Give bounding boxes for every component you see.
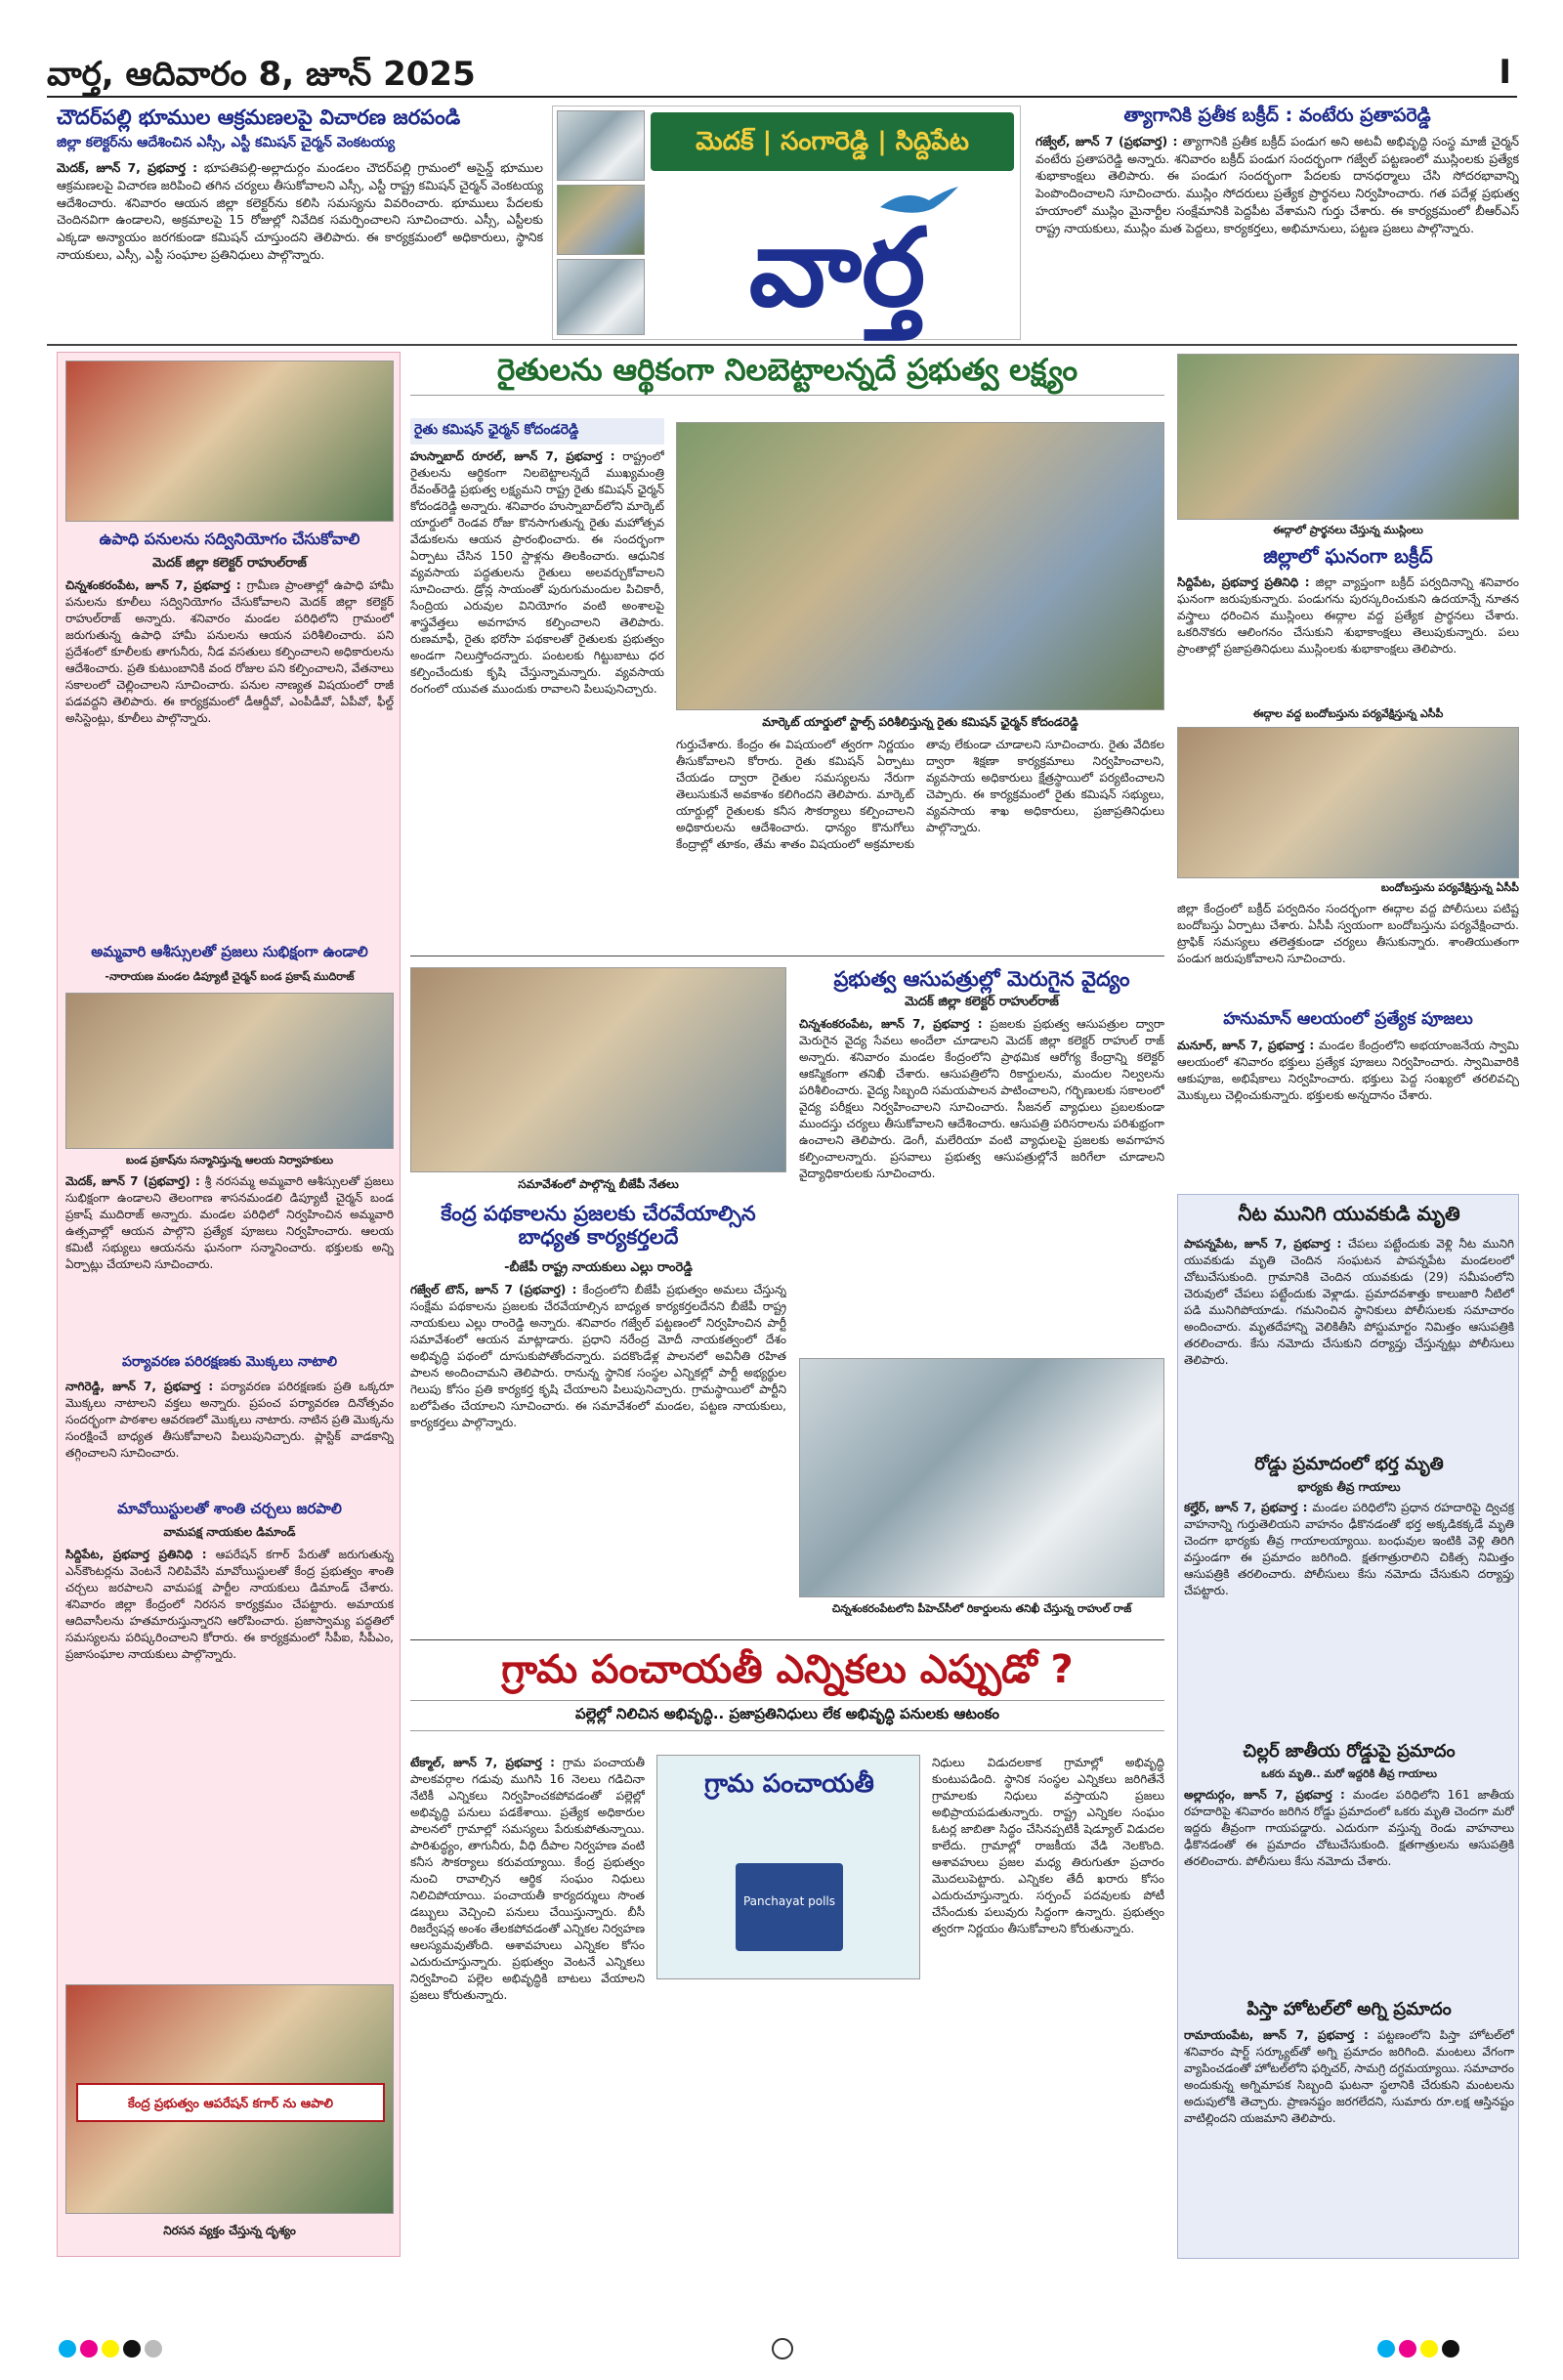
story-headline: రోడ్డు ప్రమాదంలో భర్త మృతి bbox=[1254, 1454, 1444, 1474]
eidgah-photo bbox=[1177, 354, 1519, 520]
dateline: మనూర్, జూన్ 7, ప్రభవార్త : bbox=[1177, 1039, 1315, 1052]
story-headline: జిల్లాలో ఘనంగా బక్రీద్ bbox=[1263, 544, 1433, 568]
print-registration-marks-left bbox=[59, 2340, 254, 2363]
story-body bbox=[65, 1547, 394, 1976]
story-headline: మావోయిస్టులతో శాంతి చర్చలు జరపాలి bbox=[117, 1500, 342, 1517]
photo-caption: ఈద్గాలో ప్రార్థనలు చేస్తున్న ముస్లింలు bbox=[1273, 524, 1423, 536]
story-body bbox=[65, 577, 394, 939]
body-text: మండల కేంద్రంలోని అభయాంజనేయ స్వామి ఆలయంలో శనివారం భక్తులు ప్రత్యేక పూజలు నిర్వహించారు. స్వామివారికి ఆకుపూజ, అభిషేకాలు నిర్వహించారు. భక్తులు పెద్ద సంఖ్యలో తరలివచ్చి మొక్కులు చెల్లించుకున్నారు. భక్తులకు అన్నదానం చేశారు. bbox=[1177, 1039, 1519, 1103]
dateline: సిద్దిపేట, ప్రభవార్త ప్రతినిధి : bbox=[65, 1548, 207, 1561]
left-photo-2 bbox=[65, 993, 394, 1149]
left-photo-3 bbox=[65, 1984, 394, 2214]
masthead-logo: వార్త bbox=[748, 204, 926, 330]
story-subhead: మెదక్ జిల్లా కలెక్టర్ రాహుల్‌రాజ్ bbox=[152, 556, 307, 571]
photo-caption: చిన్నశంకరంపేటలోని పీహెచ్‌సీలో రికార్డులను తనిఖీ చేస్తున్న రాహుల్ రాజ్ bbox=[831, 1602, 1132, 1615]
grey-dot-icon bbox=[145, 2340, 162, 2358]
protest-banner: కేంద్ర ప్రభుత్వం ఆపరేషన్ కగార్ ను ఆపాలి bbox=[76, 2083, 385, 2122]
cyan-dot-icon bbox=[1377, 2340, 1395, 2358]
page-header bbox=[47, 49, 1517, 98]
photo-caption: బండ ప్రకాష్‌ను సన్మానిస్తున్న ఆలయ నిర్వాహకులు bbox=[125, 1154, 334, 1167]
hospital-story bbox=[799, 967, 1164, 1632]
masthead-landmark-photo-2 bbox=[557, 185, 645, 255]
dateline: గజ్వేల్, జూన్ 7 (ప్రభవార్త) : bbox=[1035, 133, 1178, 149]
center-mid-photo bbox=[410, 967, 786, 1172]
graphic-label: గ్రామ పంచాయతీ bbox=[704, 1769, 874, 1799]
photo-caption: నిరసన వ్యక్తం చేస్తున్న దృశ్యం bbox=[163, 2224, 296, 2237]
story-body bbox=[65, 1173, 394, 1349]
story-headline: పిస్తా హోటల్‌లో అగ్ని ప్రమాదం bbox=[1246, 1999, 1452, 2019]
story-headline: త్యాగానికి ప్రతీక బక్రీద్ : వంటేరు ప్రతాపరెడ్డి bbox=[1123, 105, 1431, 126]
right-column bbox=[1177, 354, 1519, 2259]
photo-caption: బందోబస్తును పర్యవేక్షిస్తున్న ఏసీపీ bbox=[1380, 881, 1519, 894]
photo-caption: ఈద్గాల వద్ద బందోబస్తును పర్యవేక్షిస్తున్న ఎసీపీ bbox=[1252, 707, 1444, 720]
district-banner-text: మెదక్ | సంగారెడ్డి | సిద్దిపేట bbox=[696, 127, 969, 156]
center-top-story bbox=[410, 354, 1164, 950]
print-registration-marks-right bbox=[1377, 2340, 1534, 2363]
story-subhead: భార్యకు తీవ్ర గాయాలు bbox=[1297, 1480, 1401, 1494]
story-headline: నీట మునిగి యువకుడి మృతి bbox=[1238, 1202, 1460, 1225]
yellow-dot-icon bbox=[1420, 2340, 1438, 2358]
story-subhead: వామపక్ష నాయకుల డిమాండ్ bbox=[163, 1525, 296, 1539]
story-subhead: ఒకరు మృతి.. మరో ఇద్దరికి తీవ్ర గాయాలు bbox=[1261, 1767, 1437, 1780]
story-subhead: మెదక్ జిల్లా కలెక్టర్ రాహుల్‌రాజ్ bbox=[905, 995, 1059, 1010]
story-body bbox=[799, 1016, 1164, 1348]
body-text: జిల్లా వ్యాప్తంగా బక్రీద్ పర్వదినాన్ని శనివారం ఘనంగా జరుపుకున్నారు. పండుగను పురస్కరించుకుని ఉదయాన్నే నూతన వస్త్రాలు ధరించిన ముస్లింలు ఈద్గాల వద్ద ప్రత్యేక ప్రార్థనలు చేశారు. ఒకరినొకరు ఆలింగనం చేసుకుని శుభాకాంక్షలు తెలుపుకున్నారు. పలు ప్రాంతాల్లో ప్రజాప్రతినిధులు ముస్లింలకు శుభాకాంక్షలు తెలిపారు. bbox=[1177, 575, 1519, 657]
dateline: పాపన్నపేట, జూన్ 7, ప్రభవార్త : bbox=[1184, 1237, 1342, 1251]
story-headline: రైతులను ఆర్థికంగా నిలబెట్టాలన్నదే ప్రభుత్వ లక్ష్యం bbox=[410, 354, 1164, 396]
story-body bbox=[65, 1379, 394, 1496]
story-subhead: రైతు కమిషన్ ఛైర్మన్ కోదండరెడ్డి bbox=[410, 418, 664, 445]
dateline: మెదక్, జూన్ 7 (ప్రభవార్త) : bbox=[65, 1174, 200, 1188]
story-headline: హనుమాన్ ఆలయంలో ప్రత్యేక పూజలు bbox=[1223, 1009, 1473, 1029]
photo-caption: మార్కెట్ యార్డులో స్టాల్స్ పరిశీలిస్తున్న రైతు కమిషన్ ఛైర్మన్ కోదండరెడ్డి bbox=[762, 715, 1078, 729]
black-dot-icon bbox=[123, 2340, 141, 2358]
story-body bbox=[1184, 1787, 1514, 1992]
yellow-dot-icon bbox=[102, 2340, 119, 2358]
story-top-left bbox=[57, 106, 543, 340]
story-body-continued: గుర్తుచేశారు. కేంద్రం ఈ విషయంలో త్వరగా నిర్ణయం తీసుకోవాలని కోరారు. రైతు కమిషన్ ఏర్పాటు చేయడం ద్వారా రైతుల సమస్యలను నేరుగా తెలుసుకునే అవకాశం కలిగిందని తెలిపారు. మార్కెట్ యార్డుల్లో రైతులకు కనీస సౌకర్యాలు కల్పించాలని అధికారులను ఆదేశించారు. ధాన్యం కొనుగోలు కేంద్రాల్లో తూకం, తేమ శాతం విషయంలో అక్రమాలకు తావు లేకుండా చూడాలని సూచించారు. రైతు వేదికల ద్వారా శిక్షణా కార్యక్రమాలు నిర్వహించాలని, వ్యవసాయ అధికారులు క్షేత్రస్థాయిలో పర్యటించాలని చెప్పారు. ఈ కార్యక్రమంలో రైతు కమిషన్ సభ్యులు, వ్యవసాయ శాఖ అధికారులు, ప్రజాప్రతినిధులు పాల్గొన్నారు. bbox=[676, 738, 1164, 852]
story-subhead: -నారాయణ మండల డిప్యూటీ చైర్మన్ బండ ప్రకాష్ ముదిరాజ్ bbox=[105, 970, 355, 983]
story-top-right bbox=[1035, 106, 1519, 340]
dateline: నాగిరెడ్డి, జూన్ 7, ప్రభవార్త : bbox=[65, 1380, 214, 1393]
black-dot-icon bbox=[1442, 2340, 1459, 2358]
dateline: చిన్నశంకరంపేట, జూన్ 7, ప్రభవార్త : bbox=[799, 1017, 983, 1032]
center-top-photo bbox=[676, 422, 1164, 710]
body-text: చేపలు పట్టేందుకు వెళ్లి నీట మునిగి యువకుడు మృతి చెందిన సంఘటన పాపన్నపేట మండలంలో చోటుచేసుకుంది. గ్రామానికి చెందిన యువకుడు (29) సమీపంలోని చెరువులో చేపలు పట్టేందుకు వెళ్లాడు. ప్రమాదవశాత్తు కాలుజారి నీటిలో పడి మునిగిపోయాడు. గమనించిన స్థానికులు పోలీసులకు సమాచారం అందించారు. మృతదేహాన్ని వెలికితీసి పోస్టుమార్టం నిమిత్తం ఆసుపత్రికి తరలించారు. కేసు నమోదు చేసుకుని దర్యాప్తు చేస్తున్నట్లు పోలీసులు తెలిపారు. bbox=[1184, 1237, 1514, 1368]
story-body bbox=[1184, 1500, 1514, 1734]
dateline: గజ్వేల్ టౌన్, జూన్ 7 (ప్రభవార్త) : bbox=[410, 1283, 577, 1296]
story-headline: ఉపాధి పనులను సద్వినియోగం చేసుకోవాలి bbox=[99, 530, 360, 548]
story-headline: చిల్లర్ జాతీయ రోడ్డుపై ప్రమాదం bbox=[1243, 1741, 1456, 1762]
body-text: శ్రీ నరసమ్మ అమ్మవారి ఆశీస్సులతో ప్రజలు సుభిక్షంగా ఉండాలని తెలంగాణ శాసనమండలి డిప్యూటీ చైర్మన్ బండ ప్రకాష్ ముదిరాజ్ అన్నారు. మండల పరిధిలో నిర్వహించిన అమ్మవారి ఉత్సవాల్లో ఆయన పాల్గొని ప్రత్యేక పూజలు నిర్వహించారు. ఆలయ కమిటీ సభ్యులు ఆయనను ఘనంగా సన్మానించారు. భక్తులకు అన్ని ఏర్పాట్లు చేయాలని సూచించారు. bbox=[65, 1174, 394, 1272]
story-headline: పర్యావరణ పరిరక్షణకు మొక్కలు నాటాలి bbox=[122, 1354, 337, 1370]
story-body bbox=[1184, 1236, 1514, 1449]
masthead-landmark-photo-1 bbox=[557, 110, 645, 181]
dateline: రామాయంపేట, జూన్ 7, ప్రభవార్త : bbox=[1184, 2028, 1369, 2042]
news-briefs-box bbox=[1177, 1194, 1519, 2259]
district-banner bbox=[651, 112, 1014, 171]
story-body bbox=[1035, 133, 1519, 333]
cyan-dot-icon bbox=[59, 2340, 76, 2358]
page-number: I bbox=[1499, 53, 1511, 92]
body-text: ఆపరేషన్ కగార్ పేరుతో జరుగుతున్న ఎన్‌కౌంటర్లను వెంటనే నిలిపివేసి మావోయిస్టులతో కేంద్ర ప్రభుత్వం శాంతి చర్చలు జరపాలని వామపక్ష పార్టీల నాయకులు డిమాండ్ చేశారు. శనివారం జిల్లా కేంద్రంలో నిరసన కార్యక్రమం చేపట్టారు. అమాయక ఆదివాసీలను హతమారుస్తున్నారని ఆరోపించారు. ప్రజాస్వామ్య పద్ధతిలో సమస్యలను పరిష్కరించాలని కోరారు. ఈ కార్యక్రమంలో సీపీఐ, సీపీఎం, ప్రజాసంఘాల నాయకులు పాల్గొన్నారు. bbox=[65, 1548, 394, 1662]
story-headline: అమ్మవారి ఆశీస్సులతో ప్రజలు సుభిక్షంగా ఉండాలి bbox=[91, 943, 368, 960]
masthead bbox=[552, 106, 1021, 340]
dateline: చిన్నశంకరంపేట, జూన్ 7, ప్రభవార్త : bbox=[65, 578, 241, 592]
magenta-dot-icon bbox=[80, 2340, 98, 2358]
body-text: త్యాగానికి ప్రతీక బక్రీద్ పండుగ అని అటవీ అభివృద్ధి సంస్థ మాజీ చైర్మన్ వంటేరు ప్రతాపరెడ్డి అన్నారు. శనివారం బక్రీద్ పండుగ సందర్భంగా గజ్వేల్ పట్టణంలో ముస్లింలకు ప్రత్యేక శుభాకాంక్షలు తెలిపారు. ఈ పండుగ సందర్భంగా పేదలకు దానధర్మాలు చేసి సోదరభావాన్ని పెంపొందించాలని సూచించారు. ముస్లిం సోదరులు ప్రత్యేక ప్రార్థనలు నిర్వహించారు. గత పదేళ్ల ప్రభుత్వ హయాంలో ముస్లిం మైనార్టీల సంక్షేమానికి పెద్దపీట వేశామని గుర్తు చేశారు. ఈ కార్యక్రమంలో బీఆర్ఎస్ రాష్ట్ర నాయకులు, ముస్లిం మత పెద్దలు, కార్యకర్తలు, అభిమానులు, పట్టణ ప్రజలు పాల్గొన్నారు. bbox=[1035, 133, 1519, 235]
panchayat-graphic bbox=[656, 1755, 920, 1979]
story-body bbox=[410, 448, 664, 942]
story-column bbox=[410, 418, 664, 946]
hospital-photo bbox=[799, 1358, 1164, 1597]
dateline: కల్హేర్, జూన్ 7, ప్రభవార్త : bbox=[1184, 1501, 1308, 1514]
story-body bbox=[1184, 2027, 1514, 2252]
story-subhead: పల్లెల్లో నిలిచిన అభివృద్ధి.. ప్రజాప్రతినిధులు లేక అభివృద్ధి పనులకు ఆటంకం bbox=[410, 1700, 1164, 1731]
left-column bbox=[57, 352, 401, 2257]
story-subhead: జిల్లా కలెక్టర్‌ను ఆదేశించిన ఎస్సీ, ఎస్టీ కమిషన్ చైర్మన్ వెంకటయ్య bbox=[57, 135, 396, 151]
story-body bbox=[1177, 1038, 1519, 1184]
story-headline: గ్రామ పంచాయతీ ఎన్నికలు ఎప్పుడో ? bbox=[501, 1647, 1074, 1692]
date-line: వార్త, ఆదివారం 8, జూన్ 2025 bbox=[47, 55, 476, 94]
story-subhead: -బీజేపీ రాష్ట్ర నాయకులు ఎల్లు రాంరెడ్డి bbox=[504, 1260, 693, 1275]
dateline: అల్లాదుర్గం, జూన్ 7, ప్రభవార్త : bbox=[1184, 1788, 1345, 1802]
dateline: హుస్నాబాద్ రూరల్, జూన్ 7, ప్రభవార్త : bbox=[410, 449, 615, 463]
masthead-landmark-photo-3 bbox=[557, 259, 645, 335]
body-text: పట్టణంలోని పిస్తా హోటల్‌లో శనివారం షార్ట్ సర్క్యూట్‌తో అగ్ని ప్రమాదం జరిగింది. మంటలు వేగంగా వ్యాపించడంతో హోటల్‌లోని ఫర్నిచర్, సామగ్రి దగ్ధమయ్యాయి. సమాచారం అందుకున్న అగ్నిమాపక సిబ్బంది ఘటనా స్థలానికి చేరుకుని మంటలను అదుపులోకి తెచ్చారు. ప్రాణనష్టం జరగలేదని, సుమారు రూ.లక్ష ఆస్తినష్టం వాటిల్లిందని యజమాని తెలిపారు. bbox=[1184, 2028, 1514, 2126]
story-headline: ప్రభుత్వ ఆసుపత్రుల్లో మెరుగైన వైద్యం bbox=[833, 967, 1130, 991]
dateline: టేక్మాల్, జూన్ 7, ప్రభవార్త : bbox=[410, 1756, 555, 1769]
body-text: గ్రామ పంచాయతీ పాలకవర్గాల గడువు ముగిసి 16 నెలలు గడిచినా నేటికీ ఎన్నికలు నిర్వహించకపోవడంతో పల్లెల్లో అభివృద్ధి పనులు పడకేశాయి. ప్రత్యేక అధికారుల పాలనలో గ్రామాల్లో సమస్యలు పేరుకుపోతున్నాయి. పారిశుద్ధ్యం, తాగునీరు, వీధి దీపాల నిర్వహణ వంటి కనీస సౌకర్యాలు కరువయ్యాయి. కేంద్ర ప్రభుత్వం నుంచి రావాల్సిన ఆర్థిక సంఘం నిధులు నిలిచిపోయాయి. పంచాయతీ కార్యదర్శులు సొంత డబ్బులు వెచ్చించి పనులు చేయిస్తున్నారు. బీసీ రిజర్వేషన్ల అంశం తేలకపోవడంతో ఎన్నికల నిర్వహణ ఆలస్యమవుతోంది. ఆశావహులు ఎన్నికల కోసం ఎదురుచూస్తున్నారు. ప్రభుత్వం వెంటనే ఎన్నికలు నిర్వహించి పల్లెల అభివృద్ధికి బాటలు వేయాలని ప్రజలు కోరుతున్నారు. bbox=[410, 1756, 645, 2003]
story-body bbox=[57, 159, 543, 316]
divider bbox=[410, 1639, 1164, 1640]
body-text: రాష్ట్రంలో రైతులను ఆర్థికంగా నిలబెట్టాలన్నదే ముఖ్యమంత్రి రేవంత్‌రెడ్డి ప్రభుత్వ లక్ష్యమని రాష్ట్ర రైతు కమిషన్ ఛైర్మన్ కోదండరెడ్డి అన్నారు. శనివారం హుస్నాబాద్‌లోని మార్కెట్ యార్డులో రెండవ రోజు కొనసాగుతున్న రైతు మహోత్సవ వేడుకలను ఆయన ప్రారంభించారు. ఈ సందర్భంగా ఏర్పాటు చేసిన 150 స్టాళ్లను తిలకించారు. ఆధునిక వ్యవసాయ పద్ధతులను రైతులు అలవర్చుకోవాలని సూచించారు. డ్రోన్ల సాయంతో పురుగుమందుల పిచికారీ, సేంద్రియ ఎరువుల వినియోగం వంటి అంశాలపై శాస్త్రవేత్తలు అవగాహన కల్పించాలని తెలిపారు. రుణమాఫీ, రైతు భరోసా పథకాలతో రైతులకు ప్రభుత్వం అండగా నిలుస్తోందన్నారు. పంటలకు గిట్టుబాటు ధర కల్పించేందుకు కృషి చేస్తున్నామన్నారు. వ్యవసాయ రంగంలో యువత ముందుకు రావాలని పిలుపునిచ్చారు. bbox=[410, 449, 664, 697]
story-body-continued: నిధులు విడుదలకాక గ్రామాల్లో అభివృద్ధి కుంటుపడింది. స్థానిక సంస్థల ఎన్నికలు జరిగితేనే గ్రామాలకు నిధులు వస్తాయని ప్రజలు అభిప్రాయపడుతున్నారు. రాష్ట్ర ఎన్నికల సంఘం ఓటర్ల జాబితా సిద్ధం చేసినప్పటికీ షెడ్యూల్ విడుదల కాలేదు. గ్రామాల్లో రాజకీయ వేడి నెలకొంది. ఆశావహులు ప్రజల మధ్య తిరుగుతూ ప్రచారం మొదలుపెట్టారు. ఎన్నికల తేదీ ఖరారు కోసం ఎదురుచూస్తున్నారు. సర్పంచ్ పదవులకు పోటీ చేసేందుకు పలువురు సిద్ధంగా ఉన్నారు. ప్రభుత్వం త్వరగా నిర్ణయం తీసుకోవాలని కోరుతున్నారు. bbox=[932, 1756, 1164, 1936]
panchayat-story bbox=[410, 1647, 1164, 2258]
body-text: ప్రజలకు ప్రభుత్వ ఆసుపత్రుల ద్వారా మెరుగైన వైద్య సేవలు అందేలా చూడాలని మెదక్ జిల్లా కలెక్టర్ రాహుల్ రాజ్ అన్నారు. శనివారం మండల కేంద్రంలోని ప్రాథమిక ఆరోగ్య కేంద్రాన్ని కలెక్టర్ ఆకస్మికంగా తనిఖీ చేశారు. ఆసుపత్రిలోని రికార్డులను, మందుల నిల్వలను పరిశీలించారు. వైద్య సిబ్బంది సమయపాలన పాటించాలని, గర్భిణులకు సకాలంలో వైద్య పరీక్షలు నిర్వహించాలని సూచించారు. సీజనల్ వ్యాధులు ప్రబలకుండా ముందస్తు చర్యలు తీసుకోవాలని ఆదేశించారు. ఆసుపత్రి పరిసరాలను పరిశుభ్రంగా ఉంచాలని తెలిపారు. డెంగీ, మలేరియా వంటి వ్యాధులపై ప్రజలకు అవగాహన కల్పించాలన్నారు. ప్రసవాలు ప్రభుత్వ ఆసుపత్రుల్లోనే జరిగేలా చూడాలని వైద్యాధికారులకు సూచించారు. bbox=[799, 1017, 1164, 1181]
body-text: భూపతిపల్లి-అల్లాదుర్గం మండలం చౌదర్‌పల్లి గ్రామంలో అసైన్డ్ భూముల ఆక్రమణలపై విచారణ జరిపించి తగిన చర్యలు తీసుకోవాలని ఎస్సీ, ఎస్టీ రాష్ట్ర కమిషన్ చైర్మన్ వెంకటయ్య ఆదేశించారు. శనివారం ఆయన జిల్లా కలెక్టర్‌ను కలిసి సమస్యను వివరించారు. భూములు పేదలకు చెందినవిగా ఉండాలని, అక్రమాలపై 15 రోజుల్లో నివేదిక సమర్పించాలని సూచించారు. ఎస్సీ, ఎస్టీలకు ఎక్కడా అన్యాయం జరగకుండా కమిషన్ చూస్తుందని తెలిపారు. ఈ కార్యక్రమంలో అధికారులు, స్థానిక నాయకులు, ఎస్సీ, ఎస్టీ సంఘాల ప్రతినిధులు పాల్గొన్నారు. bbox=[57, 160, 543, 262]
left-photo-1 bbox=[65, 361, 394, 522]
story-headline: చౌదర్‌పల్లి భూముల ఆక్రమణలపై విచారణ జరపండి bbox=[57, 106, 461, 129]
story-body bbox=[1177, 574, 1519, 701]
crosshair-icon bbox=[772, 2338, 793, 2359]
ballot-label: Panchayat polls bbox=[742, 1894, 836, 1908]
ballot-box-icon bbox=[736, 1863, 843, 1951]
body-text: గ్రామీణ ప్రాంతాల్లో ఉపాధి హామీ పనులను కూలీలు సద్వినియోగం చేసుకోవాలని మెదక్ జిల్లా కలెక్టర్ రాహుల్‌రాజ్ అన్నారు. శనివారం మండల పరిధిలోని గ్రామంలో జరుగుతున్న ఉపాధి హామీ పనులను ఆయన పరిశీలించారు. పని ప్రదేశంలో కూలీలకు తాగునీరు, నీడ వసతులు కల్పించాలని అధికారులను ఆదేశించారు. ప్రతి కుటుంబానికి వంద రోజుల పని కల్పించాలని, వేతనాలు సకాలంలో చెల్లించాలని సూచించారు. పనుల నాణ్యత విషయంలో రాజీ పడవద్దని తెలిపారు. ఈ కార్యక్రమంలో డీఆర్డీవో, ఎంపీడీవో, ఏపీవో, ఫీల్డ్ అసిస్టెంట్లు, కూలీలు పాల్గొన్నారు. bbox=[65, 578, 394, 726]
body-text: మండల పరిధిలోని ప్రధాన రహదారిపై ద్విచక్ర వాహనాన్ని గుర్తుతెలియని వాహనం ఢీకొనడంతో భర్త అక్కడికక్కడే మృతి చెందగా భార్యకు తీవ్ర గాయాలయ్యాయి. బంధువుల ఇంటికి వెళ్లి తిరిగి వస్తుండగా ఈ ప్రమాదం జరిగింది. క్షతగాత్రురాలిని చికిత్స నిమిత్తం ఆసుపత్రికి తరలించారు. పోలీసులు కేసు నమోదు చేసుకుని దర్యాప్తు చేపట్టారు. bbox=[1184, 1501, 1514, 1598]
magenta-dot-icon bbox=[1399, 2340, 1416, 2358]
center-mid-story bbox=[410, 967, 786, 1632]
body-text: మండల పరిధిలోని 161 జాతీయ రహదారిపై శనివారం జరిగిన రోడ్డు ప్రమాదంలో ఒకరు మృతి చెందగా మరో ఇద్దరు తీవ్రంగా గాయపడ్డారు. ఎదురుగా వస్తున్న రెండు వాహనాలు ఢీకొనడంతో ఈ ప్రమాదం చోటుచేసుకుంది. క్షతగాత్రులను ఆసుపత్రికి తరలించారు. పోలీసులు కేసు నమోదు చేశారు. bbox=[1184, 1788, 1514, 1869]
divider bbox=[47, 344, 1517, 346]
police-photo bbox=[1177, 727, 1519, 878]
dateline: మెదక్, జూన్ 7, ప్రభవార్త : bbox=[57, 160, 198, 176]
story-body bbox=[410, 1282, 786, 1629]
body-text: కేంద్రంలోని బీజేపీ ప్రభుత్వం అమలు చేస్తున్న సంక్షేమ పథకాలను ప్రజలకు చేరవేయాల్సిన బాధ్యత కార్యకర్తలదేనని బీజేపీ రాష్ట్ర నాయకులు ఎల్లు రాంరెడ్డి అన్నారు. శనివారం గజ్వేల్ పట్టణంలో నిర్వహించిన పార్టీ సమావేశంలో ఆయన మాట్లాడారు. ప్రధాని నరేంద్ర మోదీ నాయకత్వంలో దేశం అభివృద్ధి పథంలో దూసుకుపోతోందన్నారు. పదకొండేళ్ల పాలనలో అవినీతి రహిత పాలన అందించామని తెలిపారు. రానున్న స్థానిక సంస్థల ఎన్నికల్లో పార్టీ అభ్యర్థుల గెలుపు కోసం ప్రతి కార్యకర్త కృషి చేయాలని పిలుపునిచ్చారు. గ్రామస్థాయిలో పార్టీని బలోపేతం చేయాలని సూచించారు. ఈ సమావేశంలో మండల, పట్టణ నాయకులు, కార్యకర్తలు పాల్గొన్నారు. bbox=[410, 1283, 786, 1430]
dateline: సిద్దిపేట, ప్రభవార్త ప్రతినిధి : bbox=[1177, 575, 1310, 589]
photo-caption: సమావేశంలో పాల్గొన్న బీజేపీ నేతలు bbox=[518, 1177, 679, 1191]
body-text: పర్యావరణ పరిరక్షణకు ప్రతి ఒక్కరూ మొక్కలు నాటాలని వక్తలు అన్నారు. ప్రపంచ పర్యావరణ దినోత్సవం సందర్భంగా పాఠశాల ఆవరణలో మొక్కలు నాటారు. నాటిన ప్రతి మొక్కను సంరక్షించే బాధ్యత తీసుకోవాలని పిలుపునిచ్చారు. ప్లాస్టిక్ వాడకాన్ని తగ్గించాలని సూచించారు. bbox=[65, 1380, 394, 1461]
story-headline: కేంద్ర పథకాలను ప్రజలకు చేరవేయాల్సిన బాధ్యత కార్యకర్తలదే bbox=[441, 1202, 756, 1250]
story-body bbox=[410, 1755, 645, 2255]
story-body: జిల్లా కేంద్రంలో బక్రీద్ పర్వదినం సందర్భంగా ఈద్గాల వద్ద పోలీసులు పటిష్ట బందోబస్తు ఏర్పాటు చేశారు. ఏసీపీ స్వయంగా బందోబస్తును పర్యవేక్షించారు. ట్రాఫిక్ సమస్యలు తలెత్తకుండా చర్యలు తీసుకున్నారు. శాంతియుతంగా పండుగ జరుపుకోవాలని సూచించారు. bbox=[1177, 902, 1519, 966]
